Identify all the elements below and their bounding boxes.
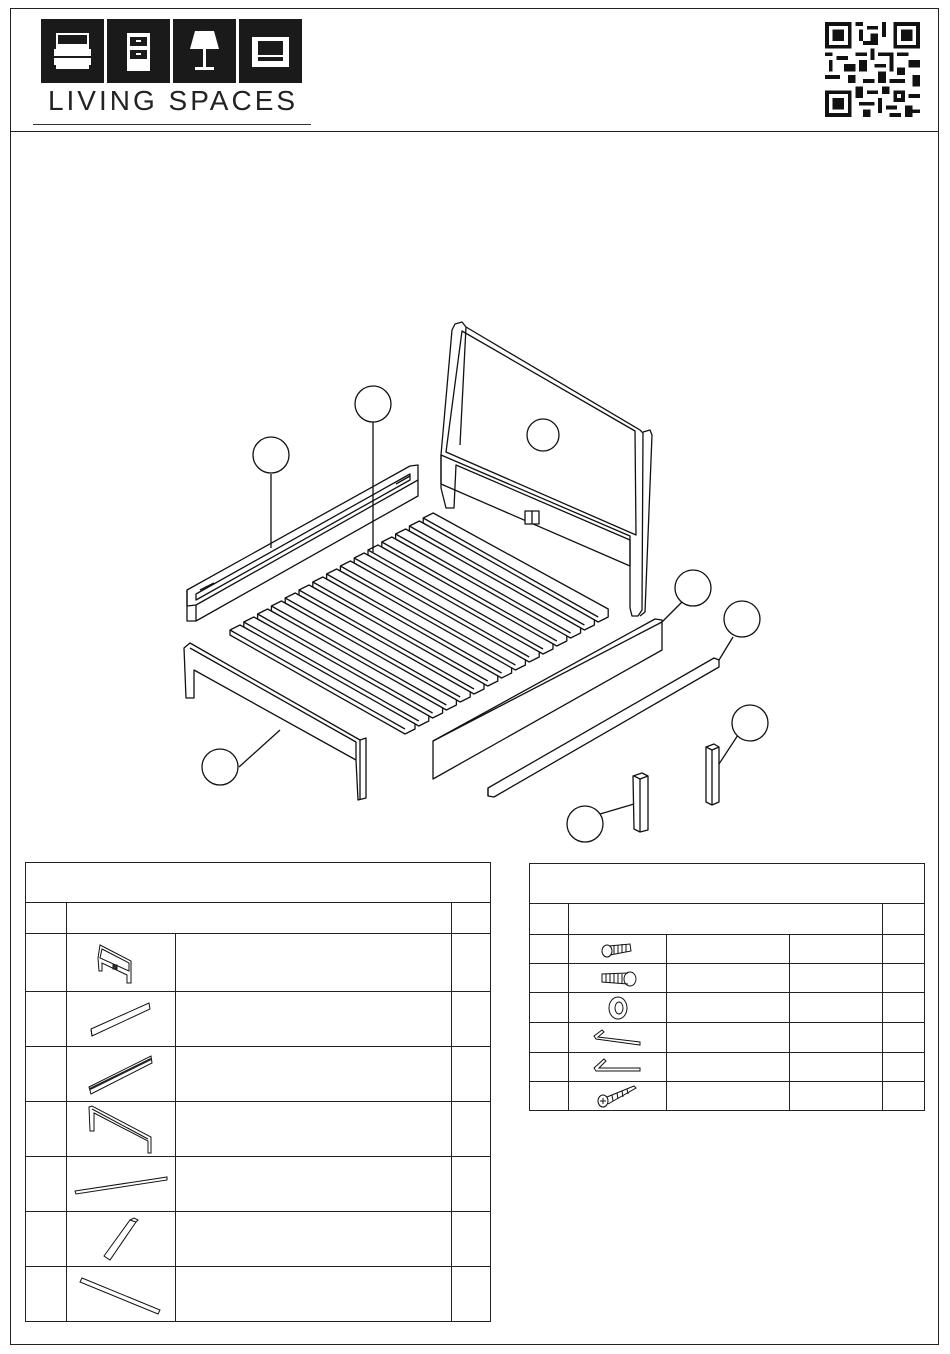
wood-table-title (26, 863, 491, 903)
hardware-row (530, 1023, 925, 1053)
qr-code-icon (825, 22, 920, 117)
wood-row-qty (452, 1047, 491, 1102)
slat-icon (67, 1267, 176, 1322)
side-rail-icon (67, 992, 176, 1047)
wood-row (26, 992, 491, 1047)
allen-key-small-icon (569, 1023, 667, 1053)
hardware-table-title (530, 864, 925, 904)
wood-row-label (176, 1047, 452, 1102)
logo-underline (33, 124, 311, 125)
wood-row (26, 1047, 491, 1102)
slat-rail-icon (67, 1047, 176, 1102)
hardware-table (529, 863, 925, 1111)
hardware-row (530, 1053, 925, 1082)
wood-row-label (176, 1157, 452, 1212)
wood-row-label (176, 1267, 452, 1322)
wood-row-qty (452, 1157, 491, 1212)
wood-row-label (176, 1102, 452, 1157)
wood-header-no (26, 903, 67, 934)
hardware-row (530, 993, 925, 1023)
wood-row (26, 1157, 491, 1212)
hardware-row (530, 964, 925, 993)
wood-row-qty (452, 1102, 491, 1157)
bed-icon (41, 19, 104, 83)
wood-header-qty (452, 903, 491, 934)
wood-parts-table (25, 862, 491, 1322)
footboard-icon (67, 1102, 176, 1157)
wood-row-qty (452, 1212, 491, 1267)
screw-icon (569, 1082, 667, 1111)
wood-row (26, 1212, 491, 1267)
wood-row (26, 934, 491, 992)
brand-logo (41, 19, 303, 119)
washer-icon (569, 993, 667, 1023)
headboard-icon (67, 934, 176, 992)
lamp-icon (173, 19, 236, 83)
header-divider (10, 131, 939, 132)
wood-row-label (176, 934, 452, 992)
wood-row-label (176, 1212, 452, 1267)
hardware-header-description (569, 904, 883, 935)
hardware-row (530, 935, 925, 964)
hardware-header-qty (882, 904, 924, 935)
wood-row-qty (452, 934, 491, 992)
bolt-short-icon (569, 935, 667, 964)
wood-header-description (67, 903, 452, 934)
hardware-header-no (530, 904, 569, 935)
support-leg-icon (67, 1212, 176, 1267)
wood-row-qty (452, 1267, 491, 1322)
brand-name: LIVING SPACES (47, 85, 299, 116)
allen-key-large-icon (569, 1053, 667, 1082)
wood-row (26, 1102, 491, 1157)
wood-row-qty (452, 992, 491, 1047)
bolt-long-icon (569, 964, 667, 993)
nightstand-icon (107, 19, 170, 83)
wood-row (26, 1267, 491, 1322)
sofa-icon (239, 19, 302, 83)
hardware-row (530, 1082, 925, 1111)
center-rail-icon (67, 1157, 176, 1212)
wood-row-label (176, 992, 452, 1047)
